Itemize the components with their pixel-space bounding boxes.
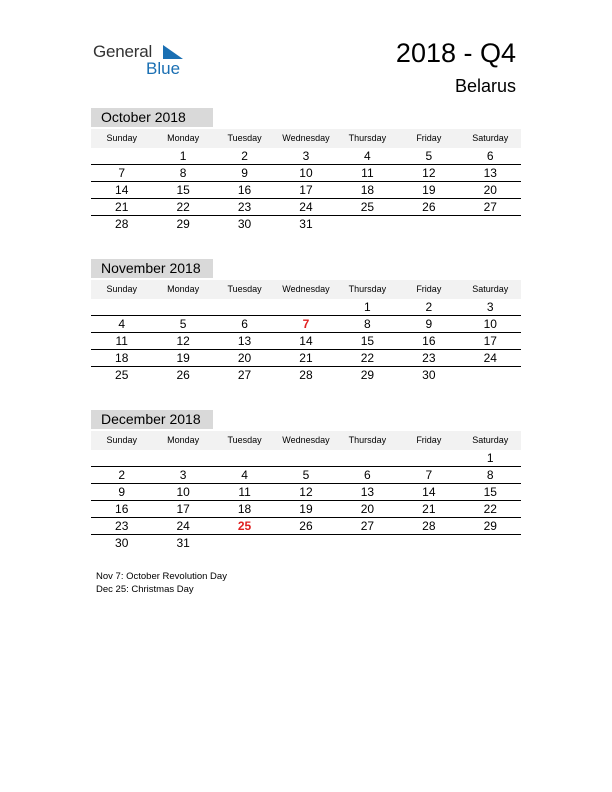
day-cell: 6 — [241, 317, 248, 331]
day-cell: 5 — [179, 317, 187, 331]
day-cell: 10 — [299, 166, 313, 180]
day-cell: 14 — [422, 485, 436, 499]
day-cell: 5 — [302, 468, 310, 482]
week-row — [91, 367, 521, 383]
day-cell: 12 — [176, 334, 190, 348]
weekday-header — [91, 431, 521, 450]
day-cell — [460, 535, 521, 551]
month-label: October 2018 — [91, 108, 213, 127]
day-cell: 4 — [241, 468, 248, 482]
day-cell — [337, 216, 398, 232]
week-row — [91, 350, 521, 367]
day-cell: 30 — [422, 368, 436, 382]
day-cell: 31 — [299, 217, 313, 231]
day-cell — [275, 450, 336, 466]
day-cell: 28 — [115, 217, 129, 231]
day-cell: 25 — [237, 519, 252, 533]
weekday-label: Saturday — [472, 133, 509, 143]
weekday-label: Friday — [416, 284, 442, 294]
day-cell: 20 — [360, 502, 375, 516]
day-cell: 25 — [360, 200, 375, 214]
weekday-label: Sunday — [106, 435, 137, 445]
day-cell: 19 — [422, 183, 436, 197]
week-row — [91, 299, 521, 316]
day-cell: 16 — [115, 502, 129, 516]
day-cell: 9 — [425, 317, 433, 331]
day-cell: 26 — [299, 519, 313, 533]
day-cell: 13 — [360, 485, 375, 499]
day-cell — [214, 299, 275, 315]
holiday-note: Nov 7: October Revolution Day — [96, 571, 227, 582]
day-cell: 15 — [360, 334, 375, 348]
day-cell: 13 — [483, 166, 497, 180]
day-cell: 4 — [364, 149, 371, 163]
weekday-label: Friday — [416, 435, 442, 445]
day-cell — [214, 450, 275, 466]
day-cell: 22 — [176, 200, 190, 214]
day-cell: 16 — [237, 183, 252, 197]
day-cell: 8 — [364, 317, 371, 331]
weekday-label: Wednesday — [282, 435, 330, 445]
day-cell — [398, 535, 459, 551]
day-cell: 19 — [299, 502, 313, 516]
day-cell: 2 — [118, 468, 126, 482]
week-row — [91, 467, 521, 484]
weekday-label: Monday — [167, 284, 200, 294]
day-cell: 9 — [118, 485, 126, 499]
weekday-label: Tuesday — [227, 435, 262, 445]
month-november — [91, 259, 521, 383]
day-cell: 1 — [486, 451, 494, 465]
day-cell: 27 — [237, 368, 252, 382]
day-cell — [91, 148, 152, 164]
day-cell: 30 — [115, 536, 129, 550]
week-row — [91, 484, 521, 501]
weekday-header — [91, 129, 521, 148]
day-cell: 31 — [176, 536, 190, 550]
weekday-label: Thursday — [348, 133, 387, 143]
day-cell: 22 — [483, 502, 497, 516]
day-cell: 11 — [361, 166, 374, 180]
weekday-header — [91, 280, 521, 299]
day-cell — [152, 299, 213, 315]
day-cell: 22 — [360, 351, 375, 365]
day-cell: 26 — [176, 368, 190, 382]
day-cell: 6 — [364, 468, 371, 482]
day-cell — [337, 535, 398, 551]
week-row — [91, 199, 521, 216]
day-cell: 11 — [238, 485, 251, 499]
day-cell: 28 — [422, 519, 436, 533]
weekday-label: Monday — [167, 435, 200, 445]
day-cell: 10 — [483, 317, 497, 331]
month-label: November 2018 — [91, 259, 213, 278]
day-cell: 1 — [364, 300, 371, 314]
day-cell: 17 — [176, 502, 190, 516]
day-cell: 7 — [425, 468, 433, 482]
day-cell — [91, 450, 152, 466]
day-cell: 12 — [422, 166, 436, 180]
day-cell — [460, 216, 521, 232]
weekday-label: Tuesday — [227, 284, 262, 294]
day-cell: 5 — [425, 149, 433, 163]
week-row — [91, 518, 521, 535]
day-cell — [398, 450, 459, 466]
weekday-label: Sunday — [106, 284, 137, 294]
day-cell: 8 — [486, 468, 494, 482]
holiday-note: Dec 25: Christmas Day — [96, 584, 194, 595]
week-row — [91, 501, 521, 518]
weekday-label: Tuesday — [227, 133, 262, 143]
week-row — [91, 450, 521, 467]
day-cell — [214, 535, 275, 551]
day-cell: 3 — [302, 149, 310, 163]
weekday-label: Wednesday — [282, 284, 330, 294]
logo-general-text: General — [93, 42, 153, 61]
day-cell: 25 — [115, 368, 129, 382]
day-cell: 24 — [299, 200, 313, 214]
week-row — [91, 316, 521, 333]
day-cell: 3 — [179, 468, 187, 482]
day-cell: 10 — [176, 485, 190, 499]
day-cell: 2 — [425, 300, 433, 314]
day-cell: 28 — [299, 368, 313, 382]
week-row — [91, 182, 521, 199]
day-cell — [460, 367, 521, 383]
day-cell: 29 — [483, 519, 497, 533]
week-row — [91, 148, 521, 165]
logo-flag-icon — [163, 45, 183, 59]
day-cell: 17 — [483, 334, 497, 348]
day-cell: 21 — [422, 502, 436, 516]
day-cell: 27 — [360, 519, 375, 533]
day-cell — [337, 450, 398, 466]
day-cell: 16 — [422, 334, 436, 348]
month-weeks — [91, 299, 521, 383]
week-row — [91, 333, 521, 350]
day-cell: 17 — [299, 183, 313, 197]
day-cell: 7 — [118, 166, 126, 180]
day-cell: 15 — [483, 485, 497, 499]
day-cell: 23 — [422, 351, 436, 365]
day-cell: 20 — [237, 351, 252, 365]
page-title: 2018 - Q4 — [395, 38, 516, 68]
week-row — [91, 165, 521, 182]
day-cell: 14 — [115, 183, 129, 197]
day-cell: 4 — [118, 317, 126, 331]
day-cell — [275, 535, 336, 551]
month-weeks — [91, 450, 521, 551]
week-row — [91, 535, 521, 551]
day-cell: 29 — [176, 217, 190, 231]
month-label: December 2018 — [91, 410, 213, 429]
day-cell: 12 — [299, 485, 313, 499]
weekday-label: Saturday — [472, 284, 509, 294]
day-cell: 14 — [299, 334, 313, 348]
day-cell: 11 — [115, 334, 128, 348]
weekday-label: Thursday — [348, 435, 387, 445]
day-cell: 21 — [299, 351, 313, 365]
month-december — [91, 410, 521, 551]
day-cell — [275, 299, 336, 315]
day-cell: 29 — [360, 368, 375, 382]
month-weeks — [91, 148, 521, 232]
day-cell: 1 — [179, 149, 187, 163]
day-cell: 24 — [483, 351, 497, 365]
logo-blue-text: Blue — [146, 59, 181, 78]
day-cell: 8 — [179, 166, 187, 180]
day-cell — [91, 299, 152, 315]
day-cell: 9 — [241, 166, 248, 180]
day-cell: 7 — [302, 317, 310, 331]
day-cell: 30 — [237, 217, 252, 231]
weekday-label: Thursday — [348, 284, 387, 294]
logo — [93, 42, 193, 78]
day-cell — [398, 216, 459, 232]
country-name: Belarus — [454, 76, 516, 96]
day-cell: 2 — [241, 149, 248, 163]
day-cell: 20 — [483, 183, 497, 197]
weekday-label: Wednesday — [282, 133, 330, 143]
day-cell: 3 — [486, 300, 494, 314]
week-row — [91, 216, 521, 232]
weekday-label: Saturday — [472, 435, 509, 445]
day-cell: 13 — [237, 334, 252, 348]
day-cell: 26 — [422, 200, 436, 214]
holiday-notes — [96, 570, 227, 596]
day-cell: 23 — [115, 519, 129, 533]
day-cell: 23 — [237, 200, 252, 214]
day-cell: 19 — [176, 351, 190, 365]
day-cell: 24 — [176, 519, 190, 533]
day-cell: 18 — [237, 502, 252, 516]
day-cell: 15 — [176, 183, 190, 197]
month-october — [91, 108, 521, 232]
weekday-label: Monday — [167, 133, 200, 143]
day-cell: 18 — [360, 183, 375, 197]
day-cell: 18 — [115, 351, 129, 365]
day-cell: 27 — [483, 200, 497, 214]
day-cell: 6 — [486, 149, 494, 163]
day-cell: 21 — [115, 200, 129, 214]
weekday-label: Sunday — [106, 133, 137, 143]
day-cell — [152, 450, 213, 466]
weekday-label: Friday — [416, 133, 442, 143]
